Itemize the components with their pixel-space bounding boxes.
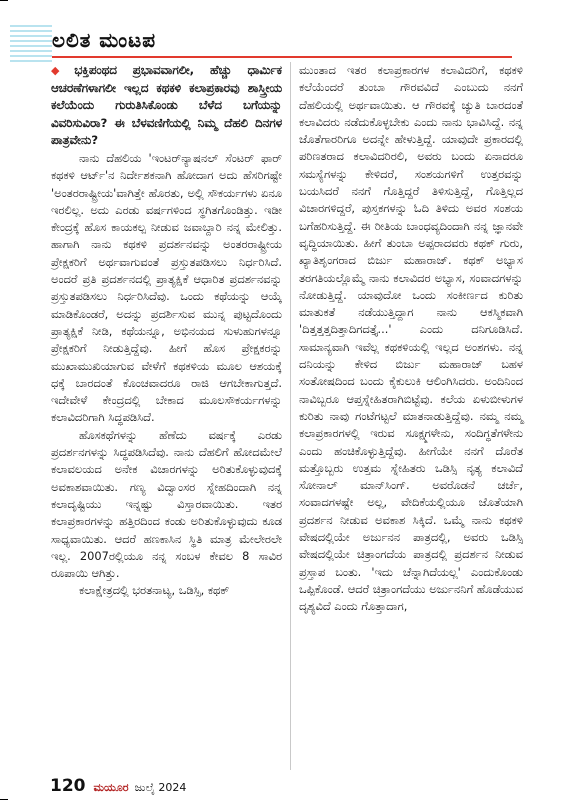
title-underline (52, 56, 512, 58)
issue-date: ಜುಲೈ 2024 (134, 781, 187, 794)
column-divider (290, 62, 291, 770)
page-number: 120 (50, 776, 86, 796)
header-stripe-decoration (10, 22, 52, 62)
section-title: ಲಲಿತ ಮಂಟಪ (52, 28, 157, 52)
paragraph: ಕಲಾಕ್ಷೇತ್ರದಲ್ಲಿ ಭರತನಾಟ್ಯ, ಒಡಿಸ್ಸಿ, ಕಥಕ್ (79, 583, 230, 598)
page-footer (50, 776, 186, 798)
crop-mark (0, 0, 8, 1)
left-column (51, 62, 282, 600)
question-text: ಭಕ್ತಿಪಂಥದ ಪ್ರಭಾವವಾಗಲೀ, ಹೆಚ್ಚು ಧಾರ್ಮಿಕ ಆಚರಣೆಗಳಾಗಲೀ ಇಲ್ಲದ ಕಥಕಳಿ ಕಲಾಪ್ರಕಾರವು ಶಾಸ್ತ್ರೀಯ ಕಲೆಯೆಂದು ಗುರುತಿಸಿಕೊಂಡು ಬೆಳೆದ ಬಗೆಯನ್ನು ವಿವರಿಸುವಿರಾ? ಈ ಬೆಳವಣಿಗೆಯಲ್ಲಿ ನಿಮ್ಮ ದೆಹಲಿ ದಿನಗಳ ಪಾತ್ರವೇನು? (51, 63, 282, 148)
interview-question (51, 62, 282, 150)
magazine-logo: ಮಯೂರ (93, 781, 129, 794)
paragraph: ನಾನು ದೆಹಲಿಯ 'ಇಂಟರ್‌ನ್ಯಾಷನಲ್ ಸೆಂಟರ್ ಫಾರ್ ಕಥಕಳಿ ಆರ್ಟ್'ನ ನಿರ್ದೇಶಕನಾಗಿ ಹೋದಾಗ ಅದು ಹೆಸರಿಗಷ್ಟೇ 'ಅಂತರರಾಷ್ಟ್ರೀಯ'ವಾಗಿತ್ತೇ ಹೊರತು, ಅಲ್ಲಿ ಸೌಕರ್ಯಗಳು ಏನೂ ಇರಲಿಲ್ಲ. ಅದು ಎರಡು ವರ್ಷಗಳಿಂದ ಸ್ಥಗಿತಗೊಂಡಿತ್ತು. ಇಡೀ ಕೇಂದ್ರಕ್ಕೆ ಹೊಸ ಕಾಯಕಲ್ಪ ನೀಡುವ ಜವಾಬ್ದಾರಿ ನನ್ನ ಮೇಲಿತ್ತು. ಹಾಗಾಗಿ ನಾನು ಕಥಕಳಿ ಪ್ರದರ್ಶನವನ್ನು ಅಂತರರಾಷ್ಟ್ರೀಯ ಪ್ರೇಕ್ಷಕರಿಗೆ ಅರ್ಥವಾಗುವಂತೆ ಪ್ರಸ್ತುತಪಡಿಸಲು ನಿರ್ಧರಿಸಿದೆ. ಅಂದರೆ ಪ್ರತಿ ಪ್ರದರ್ಶನದಲ್ಲಿ ಪ್ರಾತ್ಯಕ್ಷಿಕೆ ಆಧಾರಿತ ಪ್ರದರ್ಶನವನ್ನು ಪ್ರಸ್ತುತಪಡಿಸಲು ನಿರ್ಧರಿಸಿದೆವು. ಒಂದು ಕಥೆಯನ್ನು ಆಯ್ಕೆ ಮಾಡಿಕೊಂಡರೆ, ಅದನ್ನು ಪ್ರದರ್ಶಿಸುವ ಮುನ್ನ ಪುಟ್ಟದೊಂದು ಪ್ರಾತ್ಯಕ್ಷಿಕೆ ನೀಡಿ, ಕಥೆಯನ್ನೂ, ಅಭಿನಯದ ಸುಳುಹುಗಳನ್ನೂ ಪ್ರೇಕ್ಷಕರಿಗೆ ನೀಡುತ್ತಿದ್ದೆವು. ಹೀಗೆ ಹೊಸ ಪ್ರೇಕ್ಷಕರನ್ನು ಮುಖಾಮುಖಿಯಾಗುವ ವೇಳೆಗೆ ಕಥಕಳಿಯ ಮೂಲ ಆಶಯಕ್ಕೆ ಧಕ್ಕೆ ಬಾರದಂತೆ ಕೊಂಚವಾದರೂ ರಾಜಿ ಆಗಬೇಕಾಗುತ್ತದೆ. ಇದೇವೇಳೆ ಕೇಂದ್ರದಲ್ಲಿ ಬೇಕಾದ ಮೂಲಸೌಕರ್ಯಗಳನ್ನು ಕಲಾವಿದರಿಗಾಗಿ ಸಿದ್ಧಪಡಿಸಿದೆ. (51, 150, 282, 425)
paragraph: ಹೊಸಕಥೆಗಳನ್ನು ಹೆಣೆದು ವರ್ಷಕ್ಕೆ ಎರಡು ಪ್ರದರ್ಶನಗಳನ್ನು ಸಿದ್ಧಪಡಿಸಿದೆವು. ನಾನು ದೆಹಲಿಗೆ ಹೋದಮೇಲೆ ಕಲಾವಲಯದ ಅನೇಕ ವಿಚಾರಗಳನ್ನು ಅರಿತುಕೊಳ್ಳುವುದಕ್ಕೆ ಅವಕಾಶವಾಯಿತು. ಗಣ್ಯ ವಿದ್ವಾಂಸರ ಸ್ನೇಹದಿಂದಾಗಿ ನನ್ನ ಕಲಾದೃಷ್ಟಿಯು ಇನ್ನಷ್ಟು ವಿಸ್ತಾರವಾಯಿತು. ಇತರ ಕಲಾಪ್ರಕಾರಗಳನ್ನು ಹತ್ತಿರದಿಂದ ಕಂಡು ಅರಿತುಕೊಳ್ಳುವುದು ಕೂಡ ಸಾಧ್ಯವಾಯಿತು. ಆದರೆ ಹಣಕಾಸಿನ ಸ್ಥಿತಿ ಮಾತ್ರ ಮೇಲೇರಲೇ ಇಲ್ಲ. 2007ರಲ್ಲಿಯೂ ನನ್ನ ಸಂಬಳ ಕೇವಲ 8 ಸಾವಿರ ರೂಪಾಯಿ ಆಗಿತ್ತು. (51, 427, 282, 581)
right-column (299, 62, 523, 616)
paragraph: ಮುಂತಾದ ಇತರ ಕಲಾಪ್ರಕಾರಗಳ ಕಲಾವಿದರಿಗೆ, ಕಥಕಳಿ ಕಲೆಯೆಂದರೆ ತುಂಬಾ ಗೌರವವಿದೆ ಎಂಬುದು ನನಗೆ ದೆಹಲಿಯಲ್ಲಿ ಅರ್ಥವಾಯಿತು. ಆ ಗೌರವಕ್ಕೆ ಚ್ಯುತಿ ಬಾರದಂತೆ ಕಲಾವಿದರು ನಡೆದುಕೊಳ್ಳಬೇಕು ಎಂದು ನಾನು ಭಾವಿಸಿದ್ದೆ. ನನ್ನ ಜೊತೆಗಾರರಿಗೂ ಅದನ್ನೇ ಹೇಳುತ್ತಿದ್ದೆ. ಯಾವುದೇ ಪ್ರಕಾರದಲ್ಲಿ ಪರಿಣತರಾದ ಕಲಾವಿದರಿರಲಿ, ಅವರು ಬಂದು ಏನಾದರೂ ಸಮಸ್ಯೆಗಳನ್ನು ಕೇಳಿದರೆ, ಸಂಶಯಗಳಿಗೆ ಉತ್ತರವನ್ನು ಬಯಸಿದರೆ ನನಗೆ ಗೊತ್ತಿದ್ದರೆ ತಿಳಿಸುತ್ತಿದ್ದೆ, ಗೊತ್ತಿಲ್ಲದ ವಿಚಾರಗಳಿದ್ದರೆ, ಪುಸ್ತಕಗಳನ್ನು ಓದಿ ತಿಳಿದು ಅವರ ಸಂಶಯ ಬಗೆಹರಿಸುತ್ತಿದ್ದೆ. ಈ ರೀತಿಯ ಬಾಂಧವ್ಯದಿಂದಾಗಿ ನನ್ನ ಜ್ಞಾನವೇ ವೃದ್ಧಿಯಾಯಿತು. ಹೀಗೆ ತುಂಬಾ ಅಪ್ಪರಾದವರು ಕಥಕ್ ಗುರು, ಖ್ಯಾತಿಶೃಂಗರಾದ ಬಿರ್ಜು ಮಹಾರಾಜ್. ಕಥಕ್ ಅಭ್ಯಾಸ ತರಗತಿಯಲ್ಲೊಮ್ಮೆ ನಾನು ಕಲಾವಿದರ ಅಭ್ಯಾಸ, ಸಂವಾದಗಳನ್ನು ನೋಡುತ್ತಿದ್ದೆ. ಯಾವುದೋ ಒಂದು ಸಂಕೀರ್ಣದ ಕುರಿತು ಮಾತುಕತೆ ನಡೆಯುತ್ತಿದ್ದಾಗ ನಾನು ಆಕಸ್ಮಿಕವಾಗಿ 'ದಿತ್ತತ್ತತ್ತದಿತ್ತಾದಿಗದತ್ತೈ...' ಎಂದು ದನಿಗೂಡಿಸಿದೆ. ಸಾಮಾನ್ಯವಾಗಿ ಇವೆಲ್ಲ ಕಥಕಳಿಯಲ್ಲಿ ಇಲ್ಲದ ಅಂಶಗಳು. ನನ್ನ ದನಿಯನ್ನು ಕೇಳಿದ ಬಿರ್ಜು ಮಹಾರಾಜ್ ಬಹಳ ಸಂತೋಷದಿಂದ ಬಂದು ಕೈಕುಲುಕಿ ಆಲಿಂಗಿಸಿದರು. ಅಂದಿನಿಂದ ನಾವಿಬ್ಬರೂ ಆಪ್ತಸ್ನೇಹಿತರಾಗಿಬಿಟ್ಟೆವು. ಕಲೆಯ ಏಳುಬೀಳುಗಳ ಕುರಿತು ನಾವು ಗಂಟೆಗಟ್ಟಲೆ ಮಾತನಾಡುತ್ತಿದ್ದೆವು. ನಮ್ಮ ನಮ್ಮ ಕಲಾಪ್ರಕಾರಗಳಲ್ಲಿ ಇರುವ ಸೂಕ್ಷ್ಮಗಳೇನು, ಸಂದಿಗ್ಧತೆಗಳೇನು ಎಂದು ಹಂಚಿಕೊಳ್ಳುತ್ತಿದ್ದೆವು. ಹೀಗೆಯೇ ನನಗೆ ದೊರೆತ ಮತ್ತೊಬ್ಬರು ಉತ್ತಮ ಸ್ನೇಹಿತರು ಒಡಿಸ್ಸಿ ನೃತ್ಯ ಕಲಾವಿದೆ ಸೋನಾಲ್ ಮಾನ್‌ಸಿಂಗ್. ಅವರೊಡನೆ ಚರ್ಚೆ, ಸಂವಾದಗಳಷ್ಟೇ ಅಲ್ಲ, ವೇದಿಕೆಯಲ್ಲಿಯೂ ಜೊತೆಯಾಗಿ ಪ್ರದರ್ಶನ ನೀಡುವ ಅವಕಾಶ ಸಿಕ್ಕಿದೆ. ಒಮ್ಮೆ ನಾನು ಕಥಕಳಿ ವೇಷದಲ್ಲಿಯೇ ಅರ್ಜುನನ ಪಾತ್ರದಲ್ಲಿ, ಅವರು ಒಡಿಸ್ಸಿ ವೇಷದಲ್ಲಿಯೇ ಚಿತ್ರಾಂಗದೆಯ ಪಾತ್ರದಲ್ಲಿ ಪ್ರದರ್ಶನ ನೀಡುವ ಪ್ರಸ್ತಾಪ ಬಂತು. 'ಇದು ಚೆನ್ನಾಗಿದೆಯಲ್ಲ' ಎಂದುಕೊಂಡು ಒಪ್ಪಿಕೊಂಡೆ. ಆದರೆ ಚಿತ್ರಾಂಗದೆಯು ಅರ್ಜುನನಿಗೆ ಹೊಡೆಯುವ ದೃಶ್ಯವಿದೆ ಎಂದು ಗೊತ್ತಾದಾಗ, (299, 63, 523, 614)
bullet-diamond-icon: ◆ (51, 64, 72, 77)
